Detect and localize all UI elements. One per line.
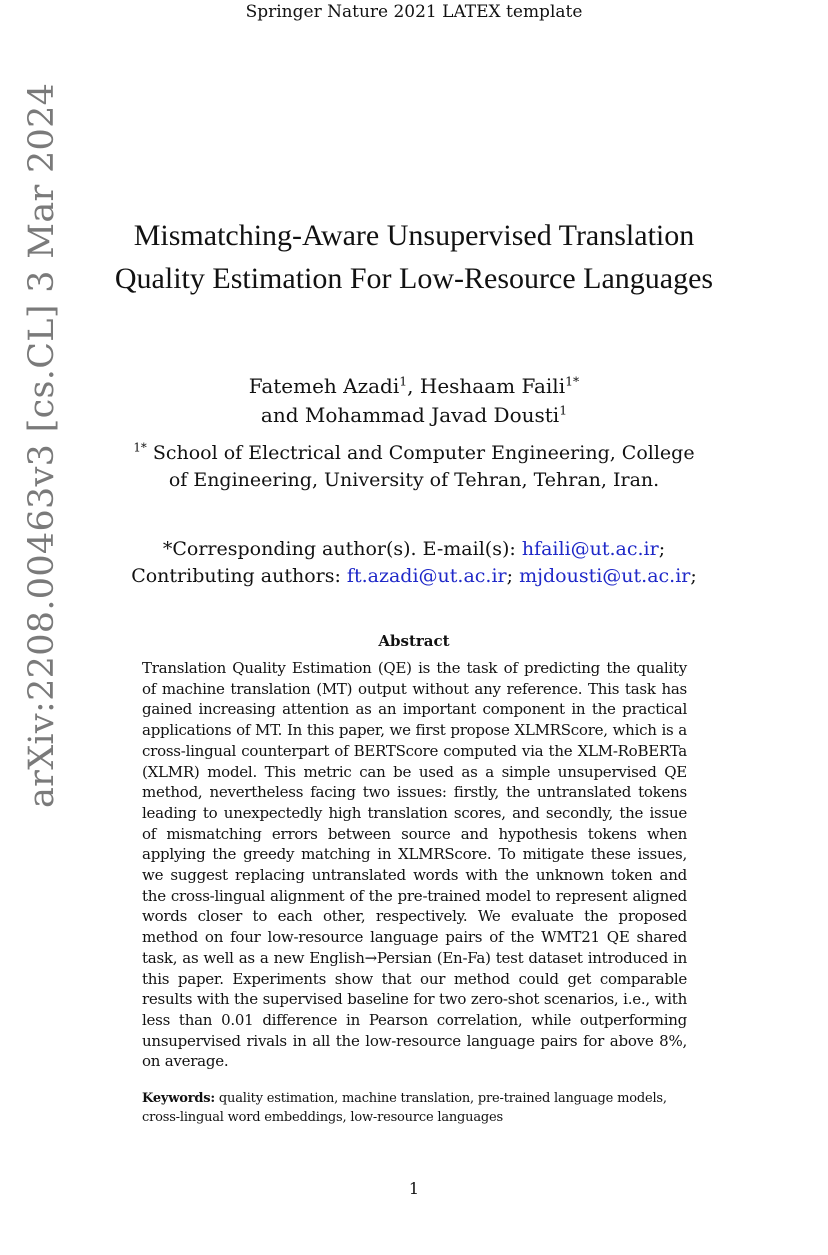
author-name: Mohammad Javad Dousti: [304, 403, 560, 427]
keywords: [142, 1090, 687, 1127]
corresponding-label: *Corresponding author(s). E-mail(s):: [162, 538, 516, 560]
arxiv-identifier: arXiv:2208.00463v3 [cs.CL] 3 Mar 2024: [22, 82, 62, 808]
correspondence-block: *Corresponding author(s). E-mail(s): hfaili@ut.ac.ir; Contributing authors: ft.azadi@ut.ac.ir; mjdousti@ut.ac.ir;: [131, 538, 697, 587]
running-head: Springer Nature 2021 LATEX template: [245, 2, 583, 22]
author-separator: ,: [407, 374, 420, 398]
affiliation: [130, 440, 698, 494]
author-list: [110, 372, 718, 430]
keywords-label: Keywords:: [142, 1091, 215, 1106]
contributing-label: Contributing authors:: [131, 565, 341, 587]
page-number: 1: [408, 1179, 420, 1198]
author-affiliation-mark: 1: [559, 402, 568, 418]
affiliation-mark: 1*: [133, 440, 147, 455]
contributing-email-link[interactable]: mjdousti@ut.ac.ir: [519, 565, 691, 587]
paper-title: Mismatching-Aware Unsupervised Translation Quality Estimation For Low-Resource Languages: [114, 219, 714, 295]
contributing-email-link[interactable]: ft.azadi@ut.ac.ir: [346, 565, 507, 587]
abstract-text: Translation Quality Estimation (QE) is the task of predicting the quality of machine translation (MT) output without any reference. This task has gained increasing attention as an important component in the practical applications of MT. In this paper, we first propose XLMRScore, which is a cross-lingual counterpart of BERTScore computed via the XLM-RoBERTa (XLMR) model. This metric can be used as a simple unsupervised QE method, nevertheless facing two issues: firstly, the untranslated tokens leading to unexpectedly high translation scores, and secondly, the issue of mismatching errors between source and hypothesis tokens when applying the greedy matching in XLMRScore. To mitigate these issues, we suggest replacing untranslated words with the unknown token and the cross-lingual alignment of the pre-trained model to represent aligned words closer to each other, respectively. We evaluate the proposed method on four low-resource language pairs of the WMT21 QE shared task, as well as a new English→Persian (En-Fa) test dataset introduced in this paper. Experiments show that our method could get comparable results with the supervised baseline for two zero-shot scenarios, i.e., with less than 0.01 difference in Pearson correlation, while outperforming unsupervised rivals in all the low-resource language pairs for above 8%, on average.: [142, 659, 687, 1071]
author-name: Heshaam Faili: [419, 374, 566, 398]
author-affiliation-mark: 1: [399, 373, 408, 389]
corresponding-email-link[interactable]: hfaili@ut.ac.ir: [521, 538, 659, 560]
author-affiliation-mark: 1*: [565, 373, 580, 389]
author-conjunction: and: [260, 403, 299, 427]
author-name: Fatemeh Azadi: [248, 374, 400, 398]
keywords-text: quality estimation, machine translation, pre-trained language models, cross-lingual word embeddings, low-resource languages: [142, 1091, 667, 1125]
abstract-heading: Abstract: [378, 632, 450, 650]
affiliation-text: School of Electrical and Computer Engineering, College of Engineering, University of Tehran, Tehran, Iran.: [152, 442, 695, 491]
